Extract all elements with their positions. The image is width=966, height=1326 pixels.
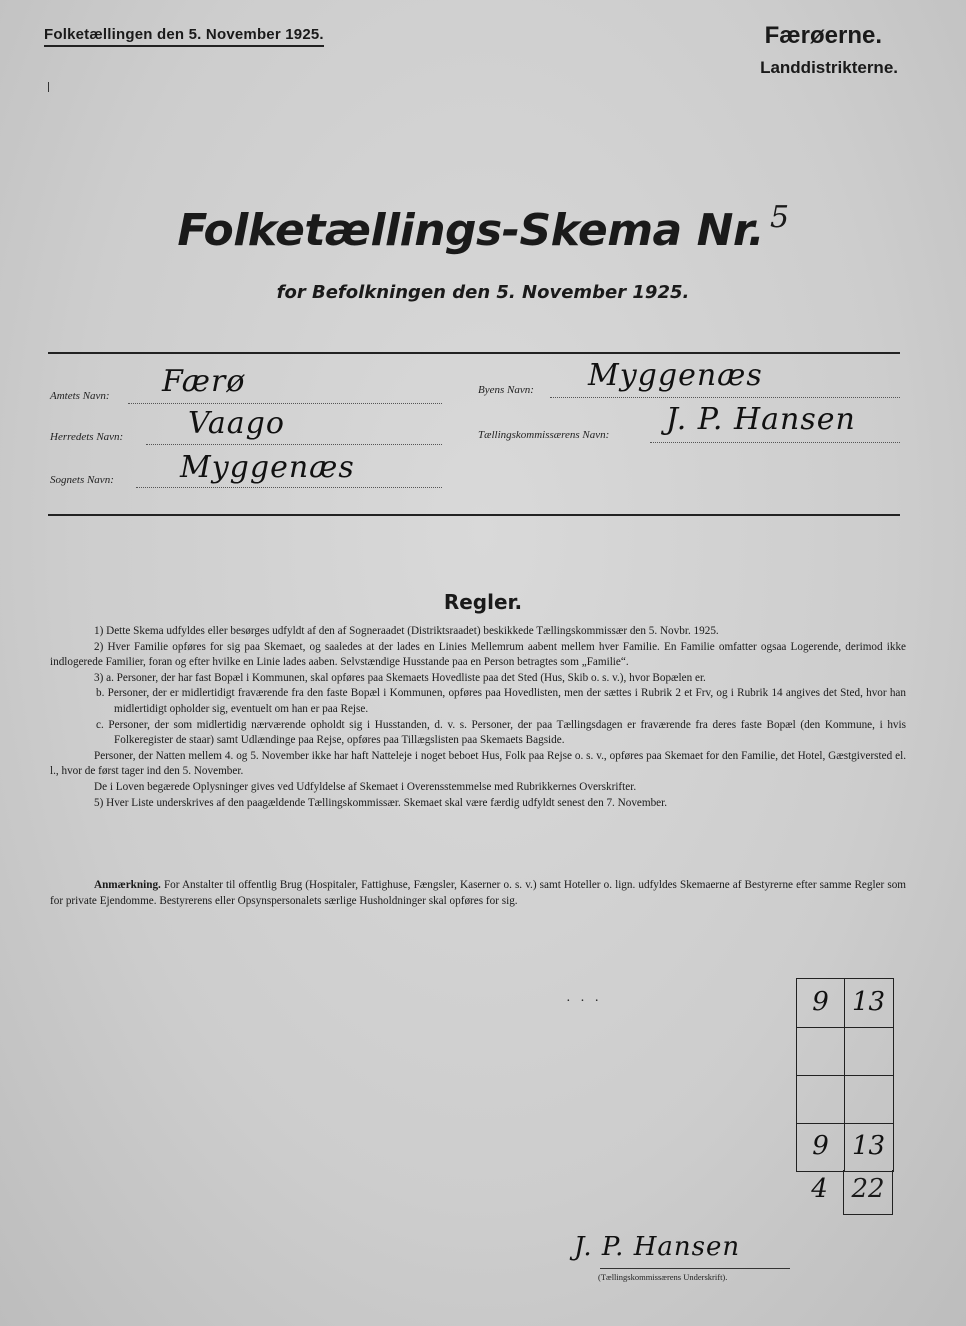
stray-dots: · · ·: [566, 994, 602, 1009]
rule-3d: Personer, der Natten mellem 4. og 5. November ikke har haft Natteleje i noget beboet Hus, Folk paa Rejse o. s. v., opføres paa Skemaet for den Familie, det Hotel, Gæstgiversted el. l., hvor de først tager ind den 5. November.: [50, 749, 906, 778]
rules-text: [50, 624, 906, 811]
by-label: Byens Navn:: [478, 384, 534, 396]
top-divider: [48, 352, 900, 354]
form-number: 5: [770, 200, 789, 235]
tally-total-left: 4: [811, 1174, 828, 1204]
rules-heading: Regler.: [443, 590, 523, 614]
signature-value: J. P. Hansen: [574, 1232, 741, 1262]
signature-caption: (Tællingskommissærens Underskrift).: [598, 1272, 728, 1282]
amt-label: Amtets Navn:: [50, 390, 110, 402]
kommissaer-label: Tællingskommissærens Navn:: [478, 429, 610, 441]
kommissaer-value: J. P. Hansen: [666, 402, 856, 437]
tally-total-box: [843, 1170, 893, 1215]
sogn-label: Sognets Navn:: [50, 474, 114, 486]
tally-row1-right: 13: [851, 987, 886, 1017]
note-lead: Anmærkning.: [94, 879, 161, 891]
rule-3b: b. Personer, der er midlertidigt fraværende fra den faste Bopæl i Kommunen, opføres paa Hovedlisten, men der sættes i Rubrik 2 et Frv, og i Rubrik 14 angives det Sted, hvor han midlertidigt opholder sig, eventuelt om han er paa Rejse.: [96, 687, 906, 715]
rule-4: De i Loven begærede Oplysninger gives ved Udfyldelse af Skemaet i Overensstemmelse med Rubrikkernes Overskrifter.: [94, 780, 637, 793]
amt-line: [128, 403, 442, 404]
form-title: [0, 200, 966, 256]
sogn-line: [136, 487, 442, 488]
form-title-text: Folketællings-Skema Nr.: [177, 205, 765, 256]
tally-row4-left: 9: [812, 1131, 829, 1161]
signature-line: [600, 1268, 790, 1269]
rule-1: 1) Dette Skema udfyldes eller besørges udfyldt af den af Sogneraadet (Distriktsraadet) beskikkede Tællingskommissær den 5. Novbr. 1925.: [94, 625, 719, 637]
herred-value: Vaago: [188, 406, 285, 441]
form-subtitle: for Befolkningen den 5. November 1925.: [276, 282, 690, 303]
rule-5: 5) Hver Liste underskrives af den paagældende Tællingskommissær. Skemaet skal være færdig udfyldt senest den 7. November.: [94, 796, 668, 809]
note-text: For Anstalter til offentlig Brug (Hospitaler, Fattighuse, Fængsler, Kaserner o. s. v.) samt Hoteller o. lign. udfyldes Skemaerne af Bestyrerne efter samme Regler som for private Ejendomme. Bestyrerens eller Opsynspersonalets særlige Husholdninger skal opføres for sig.: [50, 879, 907, 907]
rule-3c: c. Personer, der som midlertidig nærværende opholdt sig i Husstanden, d. v. s. Personer, der paa Tællingsdagen er fraværende fra deres faste Bopæl (den Kommune, i hvis Folkeregister de staar) samt Udlændinge paa Rejse, opføres paa Tillægslisten paa Skemaets Bagside.: [96, 718, 906, 747]
rule-2: 2) Hver Familie opføres for sig paa Skemaet, og saaledes at der lades en Linies Mellemrum aabent mellem hver Familie. En Familie omfatter ogsaa Logerende, derimod ikke indlogerede Familier, foran og efter hvilke en Linie lades aaben. Selvstændige Husstande paa en Person betragtes som „Familie“.: [50, 640, 906, 669]
census-header-title: Folketællingen den 5. November 1925.: [44, 26, 324, 47]
note-paragraph: [50, 878, 906, 909]
tally-total-right: 22: [851, 1174, 885, 1204]
by-value: Myggenæs: [588, 358, 763, 393]
tally-box: [796, 978, 894, 1172]
tally-row1-left: 9: [812, 987, 829, 1017]
by-line: [550, 397, 900, 398]
sogn-value: Myggenæs: [180, 450, 355, 485]
margin-mark: [48, 82, 49, 92]
bottom-divider: [48, 514, 900, 516]
kommissaer-line: [650, 442, 900, 443]
herred-label: Herredets Navn:: [50, 431, 124, 443]
amt-value: Færø: [162, 364, 246, 399]
rule-3a: 3) a. Personer, der har fast Bopæl i Kommunen, skal opføres paa Skemaets Hovedliste paa det Sted (Hus, Skib o. s. v.), hvor Bopælen er.: [94, 671, 706, 684]
tally-divider-3: [797, 1123, 893, 1124]
herred-line: [146, 444, 442, 445]
tally-divider-1: [797, 1027, 893, 1028]
tally-divider-2: [797, 1075, 893, 1076]
district-type: Landdistrikterne.: [760, 58, 898, 77]
region-name: Færøerne.: [764, 22, 882, 49]
tally-row4-right: 13: [851, 1131, 886, 1161]
